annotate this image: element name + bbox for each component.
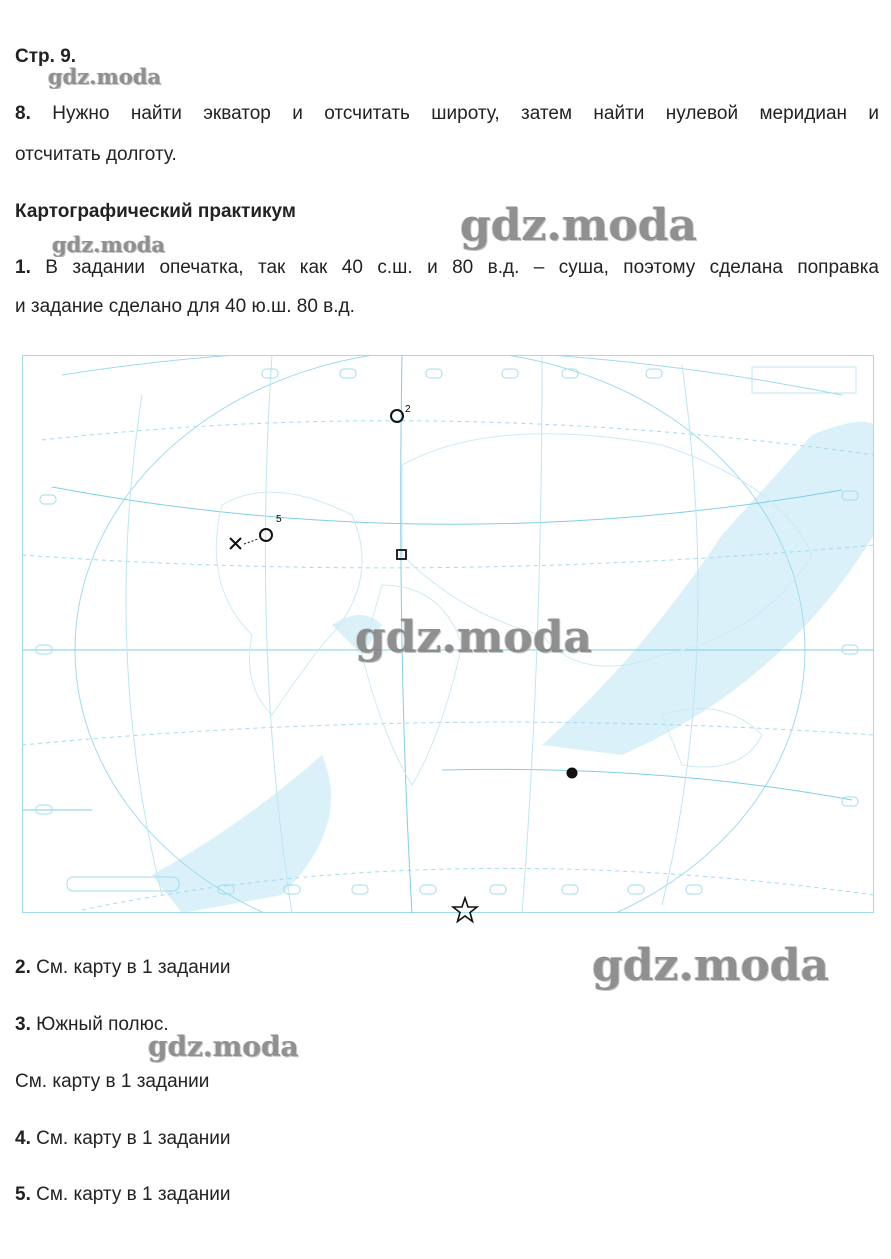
watermark: gdz.moda xyxy=(355,612,593,663)
watermark: gdz.moda xyxy=(460,200,698,251)
task-1-line-1 xyxy=(15,257,879,279)
marker-label-5: 5 xyxy=(276,514,282,525)
answer-text: См. карту в 1 задании xyxy=(36,1184,231,1205)
task-text: Нужно найти экватор и отсчитать широту, затем найти нулевой меридиан и xyxy=(52,103,880,124)
task-8-line-1 xyxy=(15,103,879,125)
map-parallel-dashed xyxy=(42,421,874,455)
task-text: В задании опечатка, так как 40 с.ш. и 80 в.д. – суша, поэтому сделана поправка xyxy=(45,257,880,278)
marker-cross xyxy=(230,538,241,549)
watermark: gdz.moda xyxy=(592,940,830,991)
map-title-box xyxy=(752,367,856,393)
marker-label-2: 2 xyxy=(405,404,411,415)
task-number: 1. xyxy=(15,257,31,278)
answer-number: 3. xyxy=(15,1014,31,1035)
answer-text: См. карту в 1 задании xyxy=(15,1071,210,1092)
map-meridian xyxy=(126,395,162,895)
answer-number: 2. xyxy=(15,957,31,978)
watermark: gdz.moda xyxy=(148,1030,299,1063)
map-shaded-antarctic xyxy=(152,755,331,913)
answer-3 xyxy=(15,1014,169,1036)
map-parallel xyxy=(442,769,852,800)
answer-5 xyxy=(15,1184,231,1206)
watermark: gdz.moda xyxy=(48,64,162,89)
page-reference: Стр. 9. xyxy=(15,46,77,67)
map-coastline xyxy=(216,492,362,715)
answer-4 xyxy=(15,1128,231,1150)
map-parallel-dashed xyxy=(22,722,874,745)
marker-filled-dot xyxy=(567,768,578,779)
section-title: Картографический практикум xyxy=(15,201,296,222)
answer-number: 5. xyxy=(15,1184,31,1205)
map-parallel xyxy=(52,487,842,524)
answer-number: 4. xyxy=(15,1128,31,1149)
map-parallel xyxy=(62,355,842,395)
task-8-line-2: отсчитать долготу. xyxy=(15,144,177,165)
marker-dotted-link xyxy=(244,539,258,544)
answer-text: См. карту в 1 задании xyxy=(36,1128,231,1149)
task-1-line-2: и задание сделано для 40 ю.ш. 80 в.д. xyxy=(15,296,355,317)
watermark: gdz.moda xyxy=(52,232,166,257)
answer-3-continued xyxy=(15,1071,209,1093)
answer-text: См. карту в 1 задании xyxy=(36,957,231,978)
marker-circle-5 xyxy=(260,529,272,541)
answer-text: Южный полюс. xyxy=(36,1014,169,1035)
star-icon xyxy=(451,896,479,924)
map-shaded-band xyxy=(542,422,874,755)
answer-2 xyxy=(15,957,231,979)
task-number: 8. xyxy=(15,103,31,124)
